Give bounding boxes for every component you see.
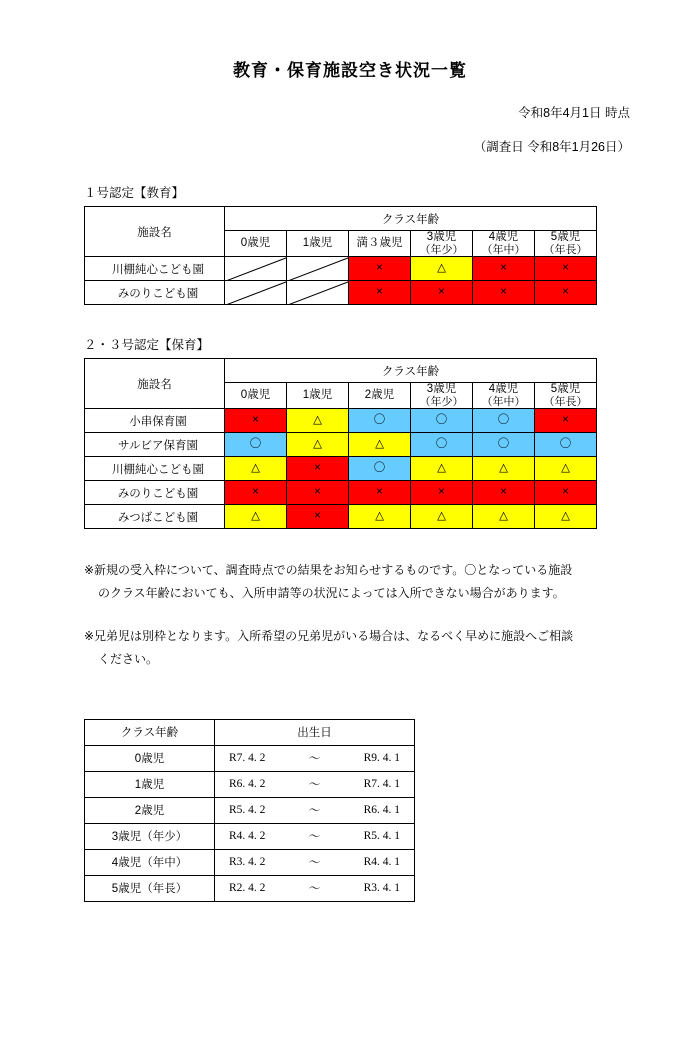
status-cell xyxy=(225,281,287,305)
status-cell: △ xyxy=(349,433,411,457)
facility-name: みのりこども園 xyxy=(85,281,225,305)
header-age-1 xyxy=(287,231,349,257)
birth-date-table xyxy=(84,719,415,902)
birth-from: R6. 4. 2 xyxy=(229,778,266,791)
facility-name: みのりこども園 xyxy=(85,481,225,505)
header-age-3-sub: （年少） xyxy=(419,396,464,409)
status-cell: × xyxy=(473,281,535,305)
header-age-0 xyxy=(225,231,287,257)
birth-from: R5. 4. 2 xyxy=(229,804,266,817)
birth-from: R2. 4. 2 xyxy=(229,882,266,895)
status-cell: △ xyxy=(535,457,597,481)
header-age-1-main: 1歳児 xyxy=(302,389,333,402)
table-row xyxy=(85,481,597,505)
table-row xyxy=(85,745,415,771)
status-cell: △ xyxy=(473,505,535,529)
section1-label: １号認定【教育】 xyxy=(84,186,185,200)
header-age-3 xyxy=(411,383,473,409)
status-cell: 〇 xyxy=(473,433,535,457)
table-header-row xyxy=(85,719,415,745)
birth-to: R7. 4. 1 xyxy=(363,778,400,791)
table-row xyxy=(85,771,415,797)
birth-to: R9. 4. 1 xyxy=(363,752,400,765)
table-row xyxy=(85,849,415,875)
header-age-4 xyxy=(473,231,535,257)
section2-label: ２・３号認定【保育】 xyxy=(84,338,210,353)
status-cell: △ xyxy=(411,257,473,281)
header-age-4-main: 4歳児 xyxy=(488,383,519,396)
header-age-5-main: 5歳児 xyxy=(550,231,581,243)
table-header-row xyxy=(85,359,597,383)
table-row xyxy=(85,823,415,849)
note-2-line-1: ※兄弟児は別枠となります。入所希望の兄弟児がいる場合は、なるべく早めに施設へご相談 xyxy=(84,628,574,643)
note-1-line-2: のクラス年齢においても、入所申請等の状況によっては入所できない場合があります。 xyxy=(98,586,565,601)
note-2 xyxy=(84,625,640,671)
header-age-4 xyxy=(473,383,535,409)
birth-range-cell xyxy=(215,745,415,771)
status-cell: △ xyxy=(287,433,349,457)
class-age-cell: 5歳児（年長） xyxy=(85,875,215,901)
as-of-date: 令和8年4月1日 時点 xyxy=(518,106,630,120)
header-age-5-main: 5歳児 xyxy=(550,383,581,396)
status-cell: × xyxy=(349,481,411,505)
class-age-cell: 0歳児 xyxy=(85,745,215,771)
header-class-age: クラス年齢 xyxy=(85,719,215,745)
facility-name: 小串保育園 xyxy=(85,409,225,433)
page-title: 教育・保育施設空き状況一覧 xyxy=(233,61,467,80)
header-facility: 施設名 xyxy=(85,207,225,257)
note-2-line-2: ください。 xyxy=(98,651,159,666)
header-age-2 xyxy=(349,231,411,257)
birth-to: R4. 4. 1 xyxy=(363,856,400,869)
status-cell: × xyxy=(225,481,287,505)
birth-sep: 〜 xyxy=(308,831,321,844)
status-cell: △ xyxy=(535,505,597,529)
status-cell: 〇 xyxy=(473,409,535,433)
birth-to: R6. 4. 1 xyxy=(363,804,400,817)
header-age-3 xyxy=(411,231,473,257)
class-age-cell: 3歳児（年少） xyxy=(85,823,215,849)
header-age-0-main: 0歳児 xyxy=(240,237,271,250)
header-age-5 xyxy=(535,383,597,409)
birth-range-cell xyxy=(215,875,415,901)
section2-table xyxy=(84,358,597,529)
birth-sep: 〜 xyxy=(308,805,321,818)
header-age-4-sub: （年中） xyxy=(481,243,526,256)
header-age-2-main: 2歳児 xyxy=(364,389,395,402)
header-age-0 xyxy=(225,383,287,409)
facility-name: みつばこども園 xyxy=(85,505,225,529)
status-cell: △ xyxy=(473,457,535,481)
table-row xyxy=(85,281,597,305)
birth-sep: 〜 xyxy=(308,779,321,792)
birth-from: R3. 4. 2 xyxy=(229,856,266,869)
birth-from: R7. 4. 2 xyxy=(229,752,266,765)
status-cell xyxy=(287,257,349,281)
status-cell: × xyxy=(287,481,349,505)
status-cell: △ xyxy=(411,457,473,481)
header-age-0-main: 0歳児 xyxy=(240,389,271,402)
table-row xyxy=(85,433,597,457)
status-cell: △ xyxy=(349,505,411,529)
class-age-cell: 2歳児 xyxy=(85,797,215,823)
na-slash-icon xyxy=(225,257,286,280)
birth-range-cell xyxy=(215,771,415,797)
header-age-5-sub: （年長） xyxy=(543,396,588,409)
header-class-age: クラス年齢 xyxy=(225,207,597,231)
status-cell: × xyxy=(287,505,349,529)
header-facility: 施設名 xyxy=(85,359,225,409)
na-slash-icon xyxy=(287,257,348,280)
status-cell: △ xyxy=(225,457,287,481)
status-cell: 〇 xyxy=(411,433,473,457)
status-cell: × xyxy=(535,409,597,433)
header-age-5-sub: （年長） xyxy=(543,243,588,256)
table-row xyxy=(85,257,597,281)
status-cell: 〇 xyxy=(225,433,287,457)
status-cell: 〇 xyxy=(349,409,411,433)
birth-sep: 〜 xyxy=(308,857,321,870)
status-cell: 〇 xyxy=(349,457,411,481)
na-slash-icon xyxy=(225,281,286,304)
birth-to: R5. 4. 1 xyxy=(363,830,400,843)
header-age-1-main: 1歳児 xyxy=(302,237,333,250)
status-cell: × xyxy=(349,281,411,305)
na-slash-icon xyxy=(287,281,348,304)
birth-sep: 〜 xyxy=(308,883,321,896)
table-row xyxy=(85,875,415,901)
header-age-5 xyxy=(535,231,597,257)
table-header-row xyxy=(85,207,597,231)
birth-from: R4. 4. 2 xyxy=(229,830,266,843)
header-age-3-sub: （年少） xyxy=(419,243,464,256)
header-birth-date: 出生日 xyxy=(215,719,415,745)
table-row xyxy=(85,457,597,481)
header-age-3-main: 3歳児 xyxy=(426,383,457,396)
status-cell: 〇 xyxy=(411,409,473,433)
status-cell: × xyxy=(535,257,597,281)
header-age-4-main: 4歳児 xyxy=(488,231,519,243)
status-cell: 〇 xyxy=(535,433,597,457)
facility-name: 川棚純心こども園 xyxy=(85,457,225,481)
header-age-4-sub: （年中） xyxy=(481,396,526,409)
status-cell: × xyxy=(535,481,597,505)
status-cell: △ xyxy=(411,505,473,529)
status-cell: × xyxy=(287,457,349,481)
status-cell: × xyxy=(535,281,597,305)
status-cell: × xyxy=(411,281,473,305)
table-row xyxy=(85,409,597,433)
status-cell: △ xyxy=(225,505,287,529)
status-cell: × xyxy=(411,481,473,505)
birth-range-cell xyxy=(215,849,415,875)
status-cell: × xyxy=(473,481,535,505)
header-age-3-main: 3歳児 xyxy=(426,231,457,243)
birth-to: R3. 4. 1 xyxy=(363,882,400,895)
status-cell: × xyxy=(225,409,287,433)
class-age-cell: 4歳児（年中） xyxy=(85,849,215,875)
note-1 xyxy=(84,559,640,605)
facility-name: 川棚純心こども園 xyxy=(85,257,225,281)
document-page xyxy=(0,56,700,1046)
birth-range-cell xyxy=(215,823,415,849)
header-class-age: クラス年齢 xyxy=(225,359,597,383)
header-age-2-main: 満３歳児 xyxy=(356,237,403,250)
birth-range-cell xyxy=(215,797,415,823)
status-cell: × xyxy=(349,257,411,281)
table-row xyxy=(85,505,597,529)
status-cell: △ xyxy=(287,409,349,433)
header-age-2 xyxy=(349,383,411,409)
status-cell: × xyxy=(473,257,535,281)
header-age-1 xyxy=(287,383,349,409)
note-1-line-1: ※新規の受入枠について、調査時点での結果をお知らせするものです。〇となっている施設 xyxy=(84,563,573,578)
section1-table xyxy=(84,206,597,305)
survey-date: （調査日 令和8年1月26日） xyxy=(473,140,630,154)
table-row xyxy=(85,797,415,823)
status-cell xyxy=(225,257,287,281)
status-cell xyxy=(287,281,349,305)
facility-name: サルビア保育園 xyxy=(85,433,225,457)
class-age-cell: 1歳児 xyxy=(85,771,215,797)
birth-sep: 〜 xyxy=(308,753,321,766)
